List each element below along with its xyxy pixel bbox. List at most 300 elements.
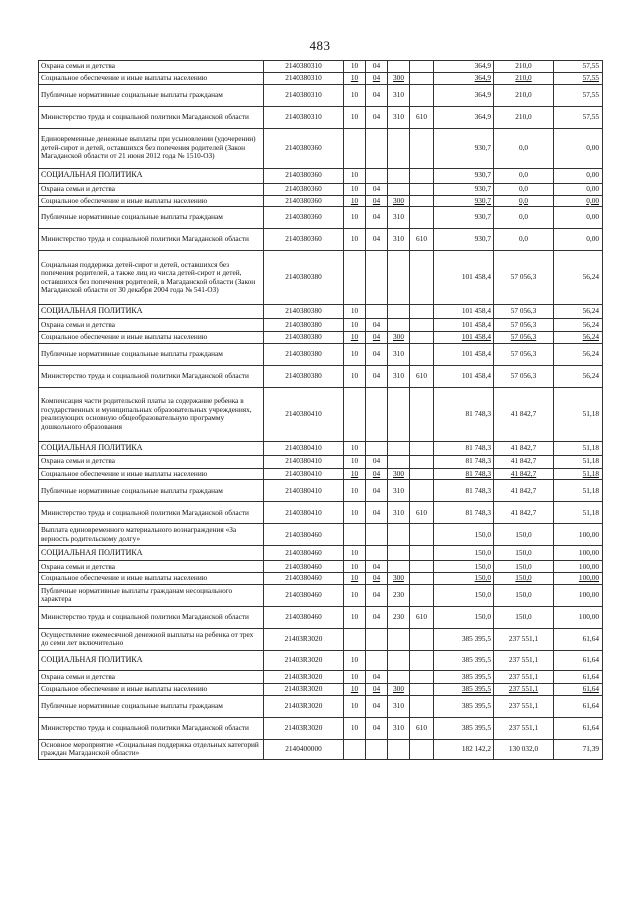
cell-fact: 0,0 bbox=[494, 128, 554, 168]
cell-expense-type: 310 bbox=[388, 480, 410, 502]
cell-section bbox=[344, 739, 366, 759]
cell-subsection: 04 bbox=[366, 584, 388, 606]
cell-name: Социальная поддержка детей-сирот и детей, оставшихся без попечения родителей, а также лиц из числа детей-сирот и детей, оставшихся без попечения родителей, в Магаданской области (Закон Магаданской области от 30 декабря 2004 года № 541-ОЗ) bbox=[39, 251, 264, 305]
cell-plan: 385 395,5 bbox=[434, 695, 494, 717]
cell-name: Единовременные денежные выплаты при усыновлении (удочерении) детей-сирот и детей, оставшихся без попечения родителей (Закон Магаданской области от 21 июня 2012 года № 1510-ОЗ) bbox=[39, 128, 264, 168]
cell-name: Министерство труда и социальной политики Магаданской области bbox=[39, 502, 264, 524]
cell-fact: 41 842,7 bbox=[494, 441, 554, 455]
cell-percent: 0,00 bbox=[554, 168, 603, 183]
cell-expense-type: 300 bbox=[388, 73, 410, 85]
cell-name: Охрана семьи и детства bbox=[39, 61, 264, 73]
cell-plan: 364,9 bbox=[434, 84, 494, 106]
cell-ministry-code bbox=[410, 670, 434, 683]
cell-expense-type bbox=[388, 670, 410, 683]
cell-section: 10 bbox=[344, 573, 366, 585]
cell-section: 10 bbox=[344, 305, 366, 319]
cell-expense-type: 310 bbox=[388, 106, 410, 128]
cell-percent: 0,00 bbox=[554, 195, 603, 207]
cell-name: Публичные нормативные социальные выплаты гражданам bbox=[39, 343, 264, 365]
cell-section: 10 bbox=[344, 207, 366, 229]
cell-fact: 57 056,3 bbox=[494, 319, 554, 332]
cell-code: 2140380460 bbox=[264, 561, 344, 573]
cell-expense-type: 310 bbox=[388, 717, 410, 739]
cell-percent: 51,18 bbox=[554, 468, 603, 480]
cell-fact: 41 842,7 bbox=[494, 502, 554, 524]
cell-ministry-code bbox=[410, 128, 434, 168]
cell-percent: 56,24 bbox=[554, 251, 603, 305]
cell-ministry-code bbox=[410, 650, 434, 670]
table-row bbox=[39, 387, 603, 441]
cell-code: 2140380460 bbox=[264, 546, 344, 561]
cell-plan: 385 395,5 bbox=[434, 628, 494, 650]
table-row bbox=[39, 332, 603, 344]
cell-code: 2140380360 bbox=[264, 229, 344, 251]
cell-subsection: 04 bbox=[366, 183, 388, 195]
cell-expense-type: 310 bbox=[388, 229, 410, 251]
cell-name: Охрана семьи и детства bbox=[39, 561, 264, 573]
cell-name: СОЦИАЛЬНАЯ ПОЛИТИКА bbox=[39, 441, 264, 455]
cell-plan: 385 395,5 bbox=[434, 717, 494, 739]
cell-percent: 57,55 bbox=[554, 84, 603, 106]
cell-code: 2140380410 bbox=[264, 441, 344, 455]
cell-section: 10 bbox=[344, 455, 366, 468]
cell-section: 10 bbox=[344, 480, 366, 502]
cell-ministry-code bbox=[410, 61, 434, 73]
cell-fact: 57 056,3 bbox=[494, 332, 554, 344]
cell-subsection: 04 bbox=[366, 455, 388, 468]
cell-fact: 41 842,7 bbox=[494, 455, 554, 468]
cell-code: 2140380380 bbox=[264, 332, 344, 344]
cell-subsection: 04 bbox=[366, 573, 388, 585]
cell-fact: 130 032,0 bbox=[494, 739, 554, 759]
cell-ministry-code bbox=[410, 84, 434, 106]
cell-name: Охрана семьи и детства bbox=[39, 183, 264, 195]
table-row bbox=[39, 305, 603, 319]
cell-fact: 237 551,1 bbox=[494, 670, 554, 683]
cell-plan: 101 458,4 bbox=[434, 251, 494, 305]
cell-plan: 81 748,3 bbox=[434, 480, 494, 502]
table-row bbox=[39, 73, 603, 85]
cell-subsection: 04 bbox=[366, 319, 388, 332]
table-row bbox=[39, 168, 603, 183]
table-row bbox=[39, 106, 603, 128]
cell-subsection: 04 bbox=[366, 195, 388, 207]
cell-percent: 100,00 bbox=[554, 573, 603, 585]
cell-plan: 364,9 bbox=[434, 61, 494, 73]
cell-subsection bbox=[366, 387, 388, 441]
cell-subsection bbox=[366, 128, 388, 168]
cell-subsection: 04 bbox=[366, 502, 388, 524]
cell-expense-type bbox=[388, 61, 410, 73]
table-row bbox=[39, 670, 603, 683]
cell-code: 2140380410 bbox=[264, 387, 344, 441]
cell-code: 2140380380 bbox=[264, 251, 344, 305]
cell-name: Социальное обеспечение и иные выплаты населению bbox=[39, 468, 264, 480]
cell-plan: 81 748,3 bbox=[434, 468, 494, 480]
cell-name: Министерство труда и социальной политики Магаданской области bbox=[39, 717, 264, 739]
cell-name: СОЦИАЛЬНАЯ ПОЛИТИКА bbox=[39, 168, 264, 183]
cell-code: 2140380310 bbox=[264, 84, 344, 106]
cell-section: 10 bbox=[344, 73, 366, 85]
cell-expense-type: 300 bbox=[388, 683, 410, 695]
table-row bbox=[39, 683, 603, 695]
table-row bbox=[39, 606, 603, 628]
table-row bbox=[39, 128, 603, 168]
table-row bbox=[39, 628, 603, 650]
cell-expense-type bbox=[388, 739, 410, 759]
cell-code: 21403R3020 bbox=[264, 670, 344, 683]
cell-plan: 930,7 bbox=[434, 207, 494, 229]
cell-section: 10 bbox=[344, 683, 366, 695]
table-row bbox=[39, 573, 603, 585]
table-row bbox=[39, 84, 603, 106]
cell-ministry-code bbox=[410, 305, 434, 319]
cell-expense-type: 300 bbox=[388, 573, 410, 585]
cell-section: 10 bbox=[344, 183, 366, 195]
cell-section: 10 bbox=[344, 468, 366, 480]
cell-expense-type: 310 bbox=[388, 84, 410, 106]
cell-section: 10 bbox=[344, 319, 366, 332]
cell-ministry-code bbox=[410, 468, 434, 480]
cell-percent: 61,64 bbox=[554, 628, 603, 650]
cell-percent: 0,00 bbox=[554, 229, 603, 251]
cell-expense-type: 310 bbox=[388, 343, 410, 365]
cell-section bbox=[344, 628, 366, 650]
cell-section: 10 bbox=[344, 650, 366, 670]
cell-percent: 0,00 bbox=[554, 183, 603, 195]
cell-subsection: 04 bbox=[366, 683, 388, 695]
cell-fact: 41 842,7 bbox=[494, 387, 554, 441]
cell-ministry-code: 610 bbox=[410, 502, 434, 524]
cell-code: 21403R3020 bbox=[264, 683, 344, 695]
cell-plan: 81 748,3 bbox=[434, 387, 494, 441]
cell-plan: 930,7 bbox=[434, 183, 494, 195]
cell-plan: 101 458,4 bbox=[434, 332, 494, 344]
cell-ministry-code bbox=[410, 183, 434, 195]
cell-section: 10 bbox=[344, 61, 366, 73]
cell-subsection: 04 bbox=[366, 670, 388, 683]
cell-code: 2140380460 bbox=[264, 573, 344, 585]
cell-name: Министерство труда и социальной политики Магаданской области bbox=[39, 106, 264, 128]
cell-expense-type bbox=[388, 251, 410, 305]
cell-percent: 0,00 bbox=[554, 207, 603, 229]
cell-section bbox=[344, 524, 366, 546]
cell-section: 10 bbox=[344, 561, 366, 573]
cell-plan: 364,9 bbox=[434, 73, 494, 85]
cell-name: Компенсация части родительской платы за содержание ребенка в государственных и муниципальных образовательных учреждениях, реализующих основную общеобразовательную программу дошкольного образования bbox=[39, 387, 264, 441]
cell-percent: 56,24 bbox=[554, 343, 603, 365]
cell-percent: 61,64 bbox=[554, 683, 603, 695]
cell-code: 2140380360 bbox=[264, 207, 344, 229]
cell-name: Министерство труда и социальной политики Магаданской области bbox=[39, 365, 264, 387]
cell-percent: 61,64 bbox=[554, 650, 603, 670]
cell-expense-type bbox=[388, 524, 410, 546]
cell-section: 10 bbox=[344, 106, 366, 128]
cell-percent: 51,18 bbox=[554, 441, 603, 455]
cell-percent: 57,55 bbox=[554, 61, 603, 73]
cell-name: Основное мероприятие «Социальная поддержка отдельных категорий граждан Магаданской области» bbox=[39, 739, 264, 759]
cell-section: 10 bbox=[344, 168, 366, 183]
cell-expense-type bbox=[388, 628, 410, 650]
cell-code: 2140380360 bbox=[264, 183, 344, 195]
page-number: 483 bbox=[309, 38, 331, 53]
cell-expense-type bbox=[388, 561, 410, 573]
cell-name: Социальное обеспечение и иные выплаты населению bbox=[39, 73, 264, 85]
cell-plan: 930,7 bbox=[434, 128, 494, 168]
cell-plan: 101 458,4 bbox=[434, 305, 494, 319]
cell-fact: 57 056,3 bbox=[494, 251, 554, 305]
cell-ministry-code: 610 bbox=[410, 106, 434, 128]
cell-ministry-code bbox=[410, 441, 434, 455]
cell-name: Осуществление ежемесячной денежной выплаты на ребенка от трех до семи лет включительно bbox=[39, 628, 264, 650]
cell-fact: 150,0 bbox=[494, 584, 554, 606]
cell-fact: 41 842,7 bbox=[494, 480, 554, 502]
cell-plan: 385 395,5 bbox=[434, 683, 494, 695]
cell-percent: 51,18 bbox=[554, 387, 603, 441]
cell-plan: 150,0 bbox=[434, 584, 494, 606]
cell-fact: 237 551,1 bbox=[494, 695, 554, 717]
cell-plan: 81 748,3 bbox=[434, 455, 494, 468]
cell-section: 10 bbox=[344, 717, 366, 739]
cell-ministry-code: 610 bbox=[410, 606, 434, 628]
cell-plan: 150,0 bbox=[434, 524, 494, 546]
cell-section: 10 bbox=[344, 502, 366, 524]
cell-fact: 210,0 bbox=[494, 61, 554, 73]
cell-ministry-code bbox=[410, 251, 434, 305]
cell-subsection: 04 bbox=[366, 73, 388, 85]
cell-expense-type bbox=[388, 455, 410, 468]
table-row bbox=[39, 441, 603, 455]
cell-subsection: 04 bbox=[366, 606, 388, 628]
cell-subsection: 04 bbox=[366, 561, 388, 573]
cell-code: 21403R3020 bbox=[264, 650, 344, 670]
table-row bbox=[39, 207, 603, 229]
table-row bbox=[39, 717, 603, 739]
cell-ministry-code bbox=[410, 73, 434, 85]
cell-fact: 0,0 bbox=[494, 168, 554, 183]
cell-fact: 0,0 bbox=[494, 195, 554, 207]
cell-fact: 0,0 bbox=[494, 183, 554, 195]
cell-ministry-code bbox=[410, 573, 434, 585]
cell-plan: 101 458,4 bbox=[434, 319, 494, 332]
table-row bbox=[39, 61, 603, 73]
cell-expense-type: 310 bbox=[388, 365, 410, 387]
cell-subsection: 04 bbox=[366, 695, 388, 717]
cell-section: 10 bbox=[344, 546, 366, 561]
cell-plan: 81 748,3 bbox=[434, 441, 494, 455]
table-row bbox=[39, 183, 603, 195]
cell-plan: 101 458,4 bbox=[434, 365, 494, 387]
cell-expense-type bbox=[388, 546, 410, 561]
cell-section: 10 bbox=[344, 670, 366, 683]
cell-fact: 0,0 bbox=[494, 229, 554, 251]
table-row bbox=[39, 650, 603, 670]
cell-subsection bbox=[366, 650, 388, 670]
cell-fact: 150,0 bbox=[494, 546, 554, 561]
cell-ministry-code bbox=[410, 628, 434, 650]
cell-percent: 100,00 bbox=[554, 561, 603, 573]
table-row bbox=[39, 695, 603, 717]
cell-subsection bbox=[366, 739, 388, 759]
table-row bbox=[39, 584, 603, 606]
cell-percent: 0,00 bbox=[554, 128, 603, 168]
cell-expense-type: 310 bbox=[388, 695, 410, 717]
cell-subsection bbox=[366, 441, 388, 455]
cell-percent: 61,64 bbox=[554, 670, 603, 683]
cell-plan: 385 395,5 bbox=[434, 670, 494, 683]
cell-name: Социальное обеспечение и иные выплаты населению bbox=[39, 683, 264, 695]
cell-expense-type: 230 bbox=[388, 606, 410, 628]
cell-expense-type: 310 bbox=[388, 207, 410, 229]
table-row bbox=[39, 251, 603, 305]
cell-code: 21403R3020 bbox=[264, 695, 344, 717]
cell-subsection bbox=[366, 168, 388, 183]
cell-code: 2140380410 bbox=[264, 468, 344, 480]
cell-expense-type bbox=[388, 128, 410, 168]
cell-expense-type bbox=[388, 319, 410, 332]
cell-subsection: 04 bbox=[366, 717, 388, 739]
cell-percent: 56,24 bbox=[554, 319, 603, 332]
cell-section: 10 bbox=[344, 606, 366, 628]
cell-fact: 237 551,1 bbox=[494, 628, 554, 650]
table-row bbox=[39, 229, 603, 251]
cell-ministry-code bbox=[410, 207, 434, 229]
cell-plan: 101 458,4 bbox=[434, 343, 494, 365]
cell-section: 10 bbox=[344, 195, 366, 207]
cell-subsection bbox=[366, 546, 388, 561]
cell-ministry-code bbox=[410, 524, 434, 546]
cell-name: Охрана семьи и детства bbox=[39, 455, 264, 468]
cell-ministry-code bbox=[410, 739, 434, 759]
cell-ministry-code bbox=[410, 168, 434, 183]
cell-percent: 56,24 bbox=[554, 305, 603, 319]
table-row bbox=[39, 365, 603, 387]
cell-fact: 150,0 bbox=[494, 606, 554, 628]
cell-fact: 0,0 bbox=[494, 207, 554, 229]
cell-code: 2140380360 bbox=[264, 195, 344, 207]
cell-ministry-code bbox=[410, 455, 434, 468]
cell-fact: 150,0 bbox=[494, 573, 554, 585]
cell-subsection bbox=[366, 628, 388, 650]
cell-percent: 61,64 bbox=[554, 695, 603, 717]
cell-fact: 150,0 bbox=[494, 524, 554, 546]
cell-code: 2140380360 bbox=[264, 168, 344, 183]
table-row bbox=[39, 468, 603, 480]
cell-percent: 56,24 bbox=[554, 365, 603, 387]
cell-name: Охрана семьи и детства bbox=[39, 319, 264, 332]
cell-name: Публичные нормативные социальные выплаты гражданам bbox=[39, 480, 264, 502]
cell-expense-type: 230 bbox=[388, 584, 410, 606]
cell-expense-type: 300 bbox=[388, 332, 410, 344]
cell-code: 2140380360 bbox=[264, 128, 344, 168]
cell-section: 10 bbox=[344, 229, 366, 251]
cell-percent: 51,18 bbox=[554, 480, 603, 502]
cell-code: 2140380380 bbox=[264, 343, 344, 365]
cell-percent: 61,64 bbox=[554, 717, 603, 739]
table-row bbox=[39, 480, 603, 502]
cell-plan: 930,7 bbox=[434, 195, 494, 207]
cell-code: 2140380310 bbox=[264, 61, 344, 73]
cell-expense-type bbox=[388, 441, 410, 455]
cell-code: 2140380380 bbox=[264, 319, 344, 332]
cell-code: 2140400000 bbox=[264, 739, 344, 759]
cell-expense-type bbox=[388, 305, 410, 319]
table-row bbox=[39, 739, 603, 759]
cell-expense-type bbox=[388, 183, 410, 195]
cell-fact: 210,0 bbox=[494, 84, 554, 106]
cell-plan: 364,9 bbox=[434, 106, 494, 128]
cell-name: Социальное обеспечение и иные выплаты населению bbox=[39, 573, 264, 585]
table-row bbox=[39, 546, 603, 561]
cell-ministry-code: 610 bbox=[410, 229, 434, 251]
cell-section bbox=[344, 387, 366, 441]
cell-subsection: 04 bbox=[366, 229, 388, 251]
budget-table bbox=[38, 60, 603, 760]
cell-name: СОЦИАЛЬНАЯ ПОЛИТИКА bbox=[39, 305, 264, 319]
cell-subsection: 04 bbox=[366, 365, 388, 387]
cell-percent: 100,00 bbox=[554, 606, 603, 628]
cell-expense-type bbox=[388, 168, 410, 183]
cell-code: 2140380460 bbox=[264, 524, 344, 546]
cell-percent: 56,24 bbox=[554, 332, 603, 344]
cell-code: 2140380460 bbox=[264, 606, 344, 628]
cell-plan: 150,0 bbox=[434, 546, 494, 561]
cell-code: 2140380380 bbox=[264, 305, 344, 319]
cell-subsection bbox=[366, 524, 388, 546]
cell-name: Публичные нормативные социальные выплаты гражданам bbox=[39, 84, 264, 106]
cell-expense-type: 300 bbox=[388, 195, 410, 207]
cell-name: Министерство труда и социальной политики Магаданской области bbox=[39, 606, 264, 628]
cell-plan: 182 142,2 bbox=[434, 739, 494, 759]
cell-name: Социальное обеспечение и иные выплаты населению bbox=[39, 332, 264, 344]
cell-subsection: 04 bbox=[366, 343, 388, 365]
cell-section: 10 bbox=[344, 332, 366, 344]
table-row bbox=[39, 502, 603, 524]
cell-subsection: 04 bbox=[366, 106, 388, 128]
cell-subsection bbox=[366, 305, 388, 319]
cell-ministry-code: 610 bbox=[410, 717, 434, 739]
cell-fact: 210,0 bbox=[494, 73, 554, 85]
cell-name: Выплата единовременного материального вознаграждения «За верность родительскому долгу» bbox=[39, 524, 264, 546]
cell-code: 2140380410 bbox=[264, 480, 344, 502]
cell-ministry-code bbox=[410, 584, 434, 606]
cell-name: Публичные нормативные социальные выплаты гражданам bbox=[39, 695, 264, 717]
cell-percent: 71,39 bbox=[554, 739, 603, 759]
cell-expense-type bbox=[388, 387, 410, 441]
cell-section: 10 bbox=[344, 584, 366, 606]
cell-percent: 100,00 bbox=[554, 546, 603, 561]
table-row bbox=[39, 195, 603, 207]
cell-name: СОЦИАЛЬНАЯ ПОЛИТИКА bbox=[39, 650, 264, 670]
cell-ministry-code bbox=[410, 387, 434, 441]
cell-plan: 81 748,3 bbox=[434, 502, 494, 524]
cell-section: 10 bbox=[344, 441, 366, 455]
cell-name: Публичные нормативные социальные выплаты гражданам bbox=[39, 207, 264, 229]
cell-fact: 57 056,3 bbox=[494, 305, 554, 319]
cell-name: Публичные нормативные выплаты гражданам несоциального характера bbox=[39, 584, 264, 606]
cell-fact: 237 551,1 bbox=[494, 717, 554, 739]
cell-subsection: 04 bbox=[366, 84, 388, 106]
cell-fact: 237 551,1 bbox=[494, 650, 554, 670]
cell-expense-type bbox=[388, 650, 410, 670]
cell-section: 10 bbox=[344, 84, 366, 106]
cell-section: 10 bbox=[344, 343, 366, 365]
cell-code: 2140380410 bbox=[264, 502, 344, 524]
cell-ministry-code bbox=[410, 332, 434, 344]
cell-ministry-code bbox=[410, 195, 434, 207]
cell-section: 10 bbox=[344, 365, 366, 387]
cell-ministry-code bbox=[410, 683, 434, 695]
